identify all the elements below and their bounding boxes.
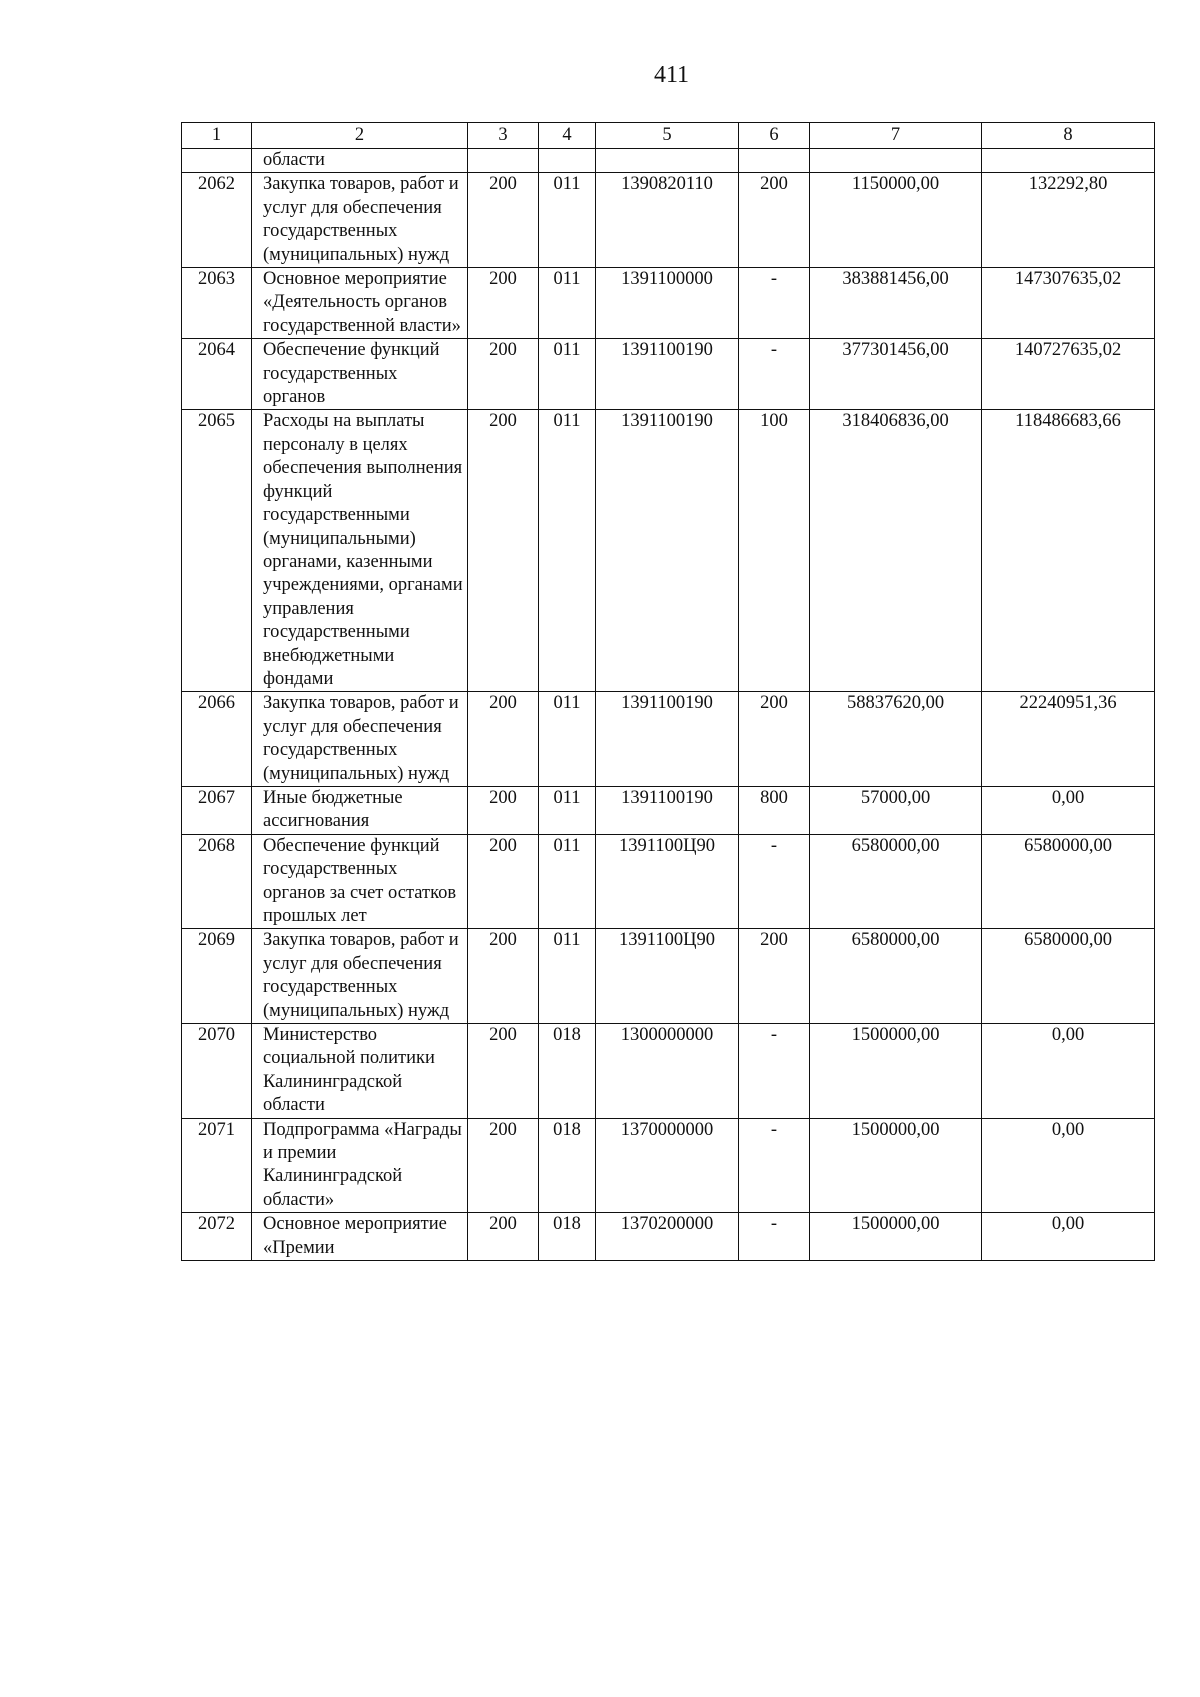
table-row [182,1118,1155,1213]
row-name: Подпрограмма «Награды и премии Калининградской области» [252,1118,468,1213]
col8-value: 0,00 [982,786,1155,834]
row-name: Основное мероприятие «Премии [252,1213,468,1261]
row-number: 2065 [182,410,252,692]
row-number: 2062 [182,173,252,268]
col6-value: - [739,339,810,410]
page-number: 411 [653,62,690,88]
row-name: Обеспечение функций государственных органов за счет остатков прошлых лет [252,834,468,929]
table-row [182,929,1155,1024]
col7-value: 1150000,00 [810,173,982,268]
table-row [182,692,1155,787]
col8-value: 140727635,02 [982,339,1155,410]
col5-value: 1391100190 [596,339,739,410]
col7-value: 1500000,00 [810,1213,982,1261]
col8-value: 0,00 [982,1213,1155,1261]
col8-value: 132292,80 [982,173,1155,268]
col4-value: 018 [539,1213,596,1261]
col3-value: 200 [468,339,539,410]
table-row [182,786,1155,834]
col7-value: 58837620,00 [810,692,982,787]
row-number: 2071 [182,1118,252,1213]
col5-value: 1370000000 [596,1118,739,1213]
budget-table [181,122,1155,1261]
col5-value: 1391100190 [596,786,739,834]
col5-value: 1391100Ц90 [596,929,739,1024]
col6-value: - [739,1213,810,1261]
column-header: 3 [468,123,539,149]
column-header: 1 [182,123,252,149]
continuation-row [182,149,1155,173]
col4-value: 011 [539,173,596,268]
row-name: Закупка товаров, работ и услуг для обеспечения государственных (муниципальных) нужд [252,929,468,1024]
row-number: 2066 [182,692,252,787]
col3-value: 200 [468,929,539,1024]
col8-value: 147307635,02 [982,268,1155,339]
column-header: 7 [810,123,982,149]
col6-value: - [739,1024,810,1119]
row-name: Министерство социальной политики Калининградской области [252,1024,468,1119]
col3-value: 200 [468,173,539,268]
col8-value: 6580000,00 [982,929,1155,1024]
table-header-row [182,123,1155,149]
table-row [182,834,1155,929]
col6-value: 100 [739,410,810,692]
table-row [182,268,1155,339]
table-row [182,410,1155,692]
col3-value: 200 [468,1024,539,1119]
row-name: Иные бюджетные ассигнования [252,786,468,834]
col5-value: 1370200000 [596,1213,739,1261]
col5-value: 1391100190 [596,410,739,692]
row-number: 2068 [182,834,252,929]
col4-value: 011 [539,692,596,787]
col4-value: 011 [539,268,596,339]
column-header: 5 [596,123,739,149]
row-number: 2069 [182,929,252,1024]
col7-value: 377301456,00 [810,339,982,410]
col4-value: 018 [539,1118,596,1213]
col7-value: 318406836,00 [810,410,982,692]
col7-value: 383881456,00 [810,268,982,339]
col7-value: 57000,00 [810,786,982,834]
col3-value: 200 [468,410,539,692]
column-header: 8 [982,123,1155,149]
col3-value: 200 [468,1213,539,1261]
col6-value: 200 [739,692,810,787]
column-header: 6 [739,123,810,149]
col8-value: 0,00 [982,1024,1155,1119]
row-number: 2064 [182,339,252,410]
col8-value: 0,00 [982,1118,1155,1213]
col8-value: 6580000,00 [982,834,1155,929]
row-name: Закупка товаров, работ и услуг для обеспечения государственных (муниципальных) нужд [252,692,468,787]
col4-value: 018 [539,1024,596,1119]
col5-value: 1391100190 [596,692,739,787]
col4-value: 011 [539,786,596,834]
row-name: Расходы на выплаты персоналу в целях обеспечения выполнения функций государственными (муниципальными) органами, казенными учреждениями, органами управления государственными внебюджетными фондами [252,410,468,692]
table-row [182,1213,1155,1261]
col7-value: 6580000,00 [810,929,982,1024]
col6-value: 200 [739,929,810,1024]
col8-value: 118486683,66 [982,410,1155,692]
col6-value: 200 [739,173,810,268]
col7-value: 1500000,00 [810,1024,982,1119]
col6-value: - [739,1118,810,1213]
row-number: 2070 [182,1024,252,1119]
col4-value: 011 [539,834,596,929]
row-name: Обеспечение функций государственных органов [252,339,468,410]
column-header: 4 [539,123,596,149]
col5-value: 1390820110 [596,173,739,268]
continuation-text: области [252,149,468,173]
row-name: Основное мероприятие «Деятельность органов государственной власти» [252,268,468,339]
col4-value: 011 [539,410,596,692]
col5-value: 1300000000 [596,1024,739,1119]
table-row [182,1024,1155,1119]
col7-value: 6580000,00 [810,834,982,929]
col3-value: 200 [468,692,539,787]
column-header: 2 [252,123,468,149]
row-number: 2063 [182,268,252,339]
col3-value: 200 [468,268,539,339]
col7-value: 1500000,00 [810,1118,982,1213]
col6-value: - [739,268,810,339]
col6-value: 800 [739,786,810,834]
row-number: 2072 [182,1213,252,1261]
table-row [182,173,1155,268]
col4-value: 011 [539,929,596,1024]
col3-value: 200 [468,834,539,929]
table-row [182,339,1155,410]
col5-value: 1391100000 [596,268,739,339]
col8-value: 22240951,36 [982,692,1155,787]
col3-value: 200 [468,786,539,834]
col3-value: 200 [468,1118,539,1213]
col4-value: 011 [539,339,596,410]
row-name: Закупка товаров, работ и услуг для обеспечения государственных (муниципальных) нужд [252,173,468,268]
row-number: 2067 [182,786,252,834]
col5-value: 1391100Ц90 [596,834,739,929]
col6-value: - [739,834,810,929]
